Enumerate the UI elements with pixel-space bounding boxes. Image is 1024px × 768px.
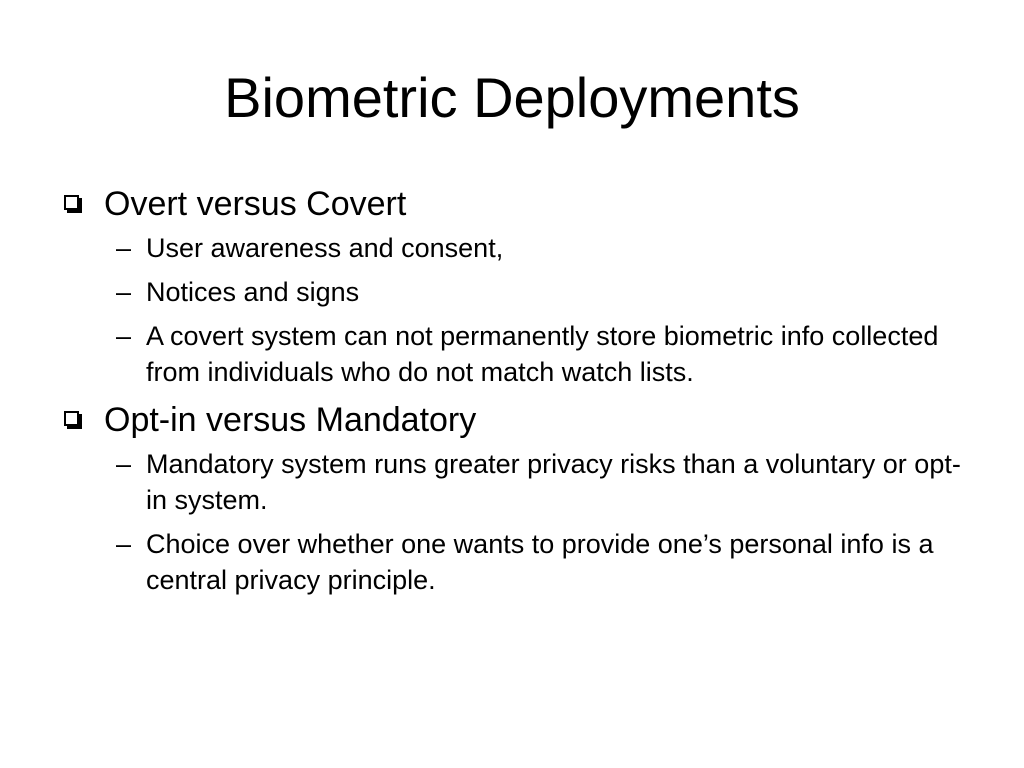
dash-bullet: – — [116, 449, 132, 479]
dash-bullet: – — [116, 529, 132, 559]
list-item-text: Notices and signs — [146, 277, 360, 307]
list-item — [62, 230, 962, 266]
list-item-text: Choice over whether one wants to provide one’s personal info is a central privacy principle. — [146, 529, 934, 595]
list-item-text: Mandatory system runs greater privacy risks than a voluntary or opt-in system. — [146, 449, 961, 515]
section-heading-text: Opt-in versus Mandatory — [104, 401, 477, 439]
list-item-text: A covert system can not permanently store biometric info collected from individuals who do not match watch lists. — [146, 321, 939, 387]
list-item — [62, 526, 962, 598]
dash-bullet: – — [116, 277, 132, 307]
checkbox-square-icon — [62, 409, 84, 431]
list-item-text: User awareness and consent, — [146, 233, 504, 263]
slide-title: Biometric Deployments — [224, 66, 800, 129]
section-heading-text: Overt versus Covert — [104, 185, 407, 223]
section-heading-overt-covert — [62, 182, 962, 226]
slide-body — [62, 182, 962, 606]
list-item — [62, 446, 962, 518]
list-item — [62, 274, 962, 310]
dash-bullet: – — [116, 233, 132, 263]
section-heading-optin-mandatory — [62, 398, 962, 442]
dash-bullet: – — [116, 321, 132, 351]
list-item — [62, 318, 962, 390]
checkbox-square-icon — [62, 193, 84, 215]
